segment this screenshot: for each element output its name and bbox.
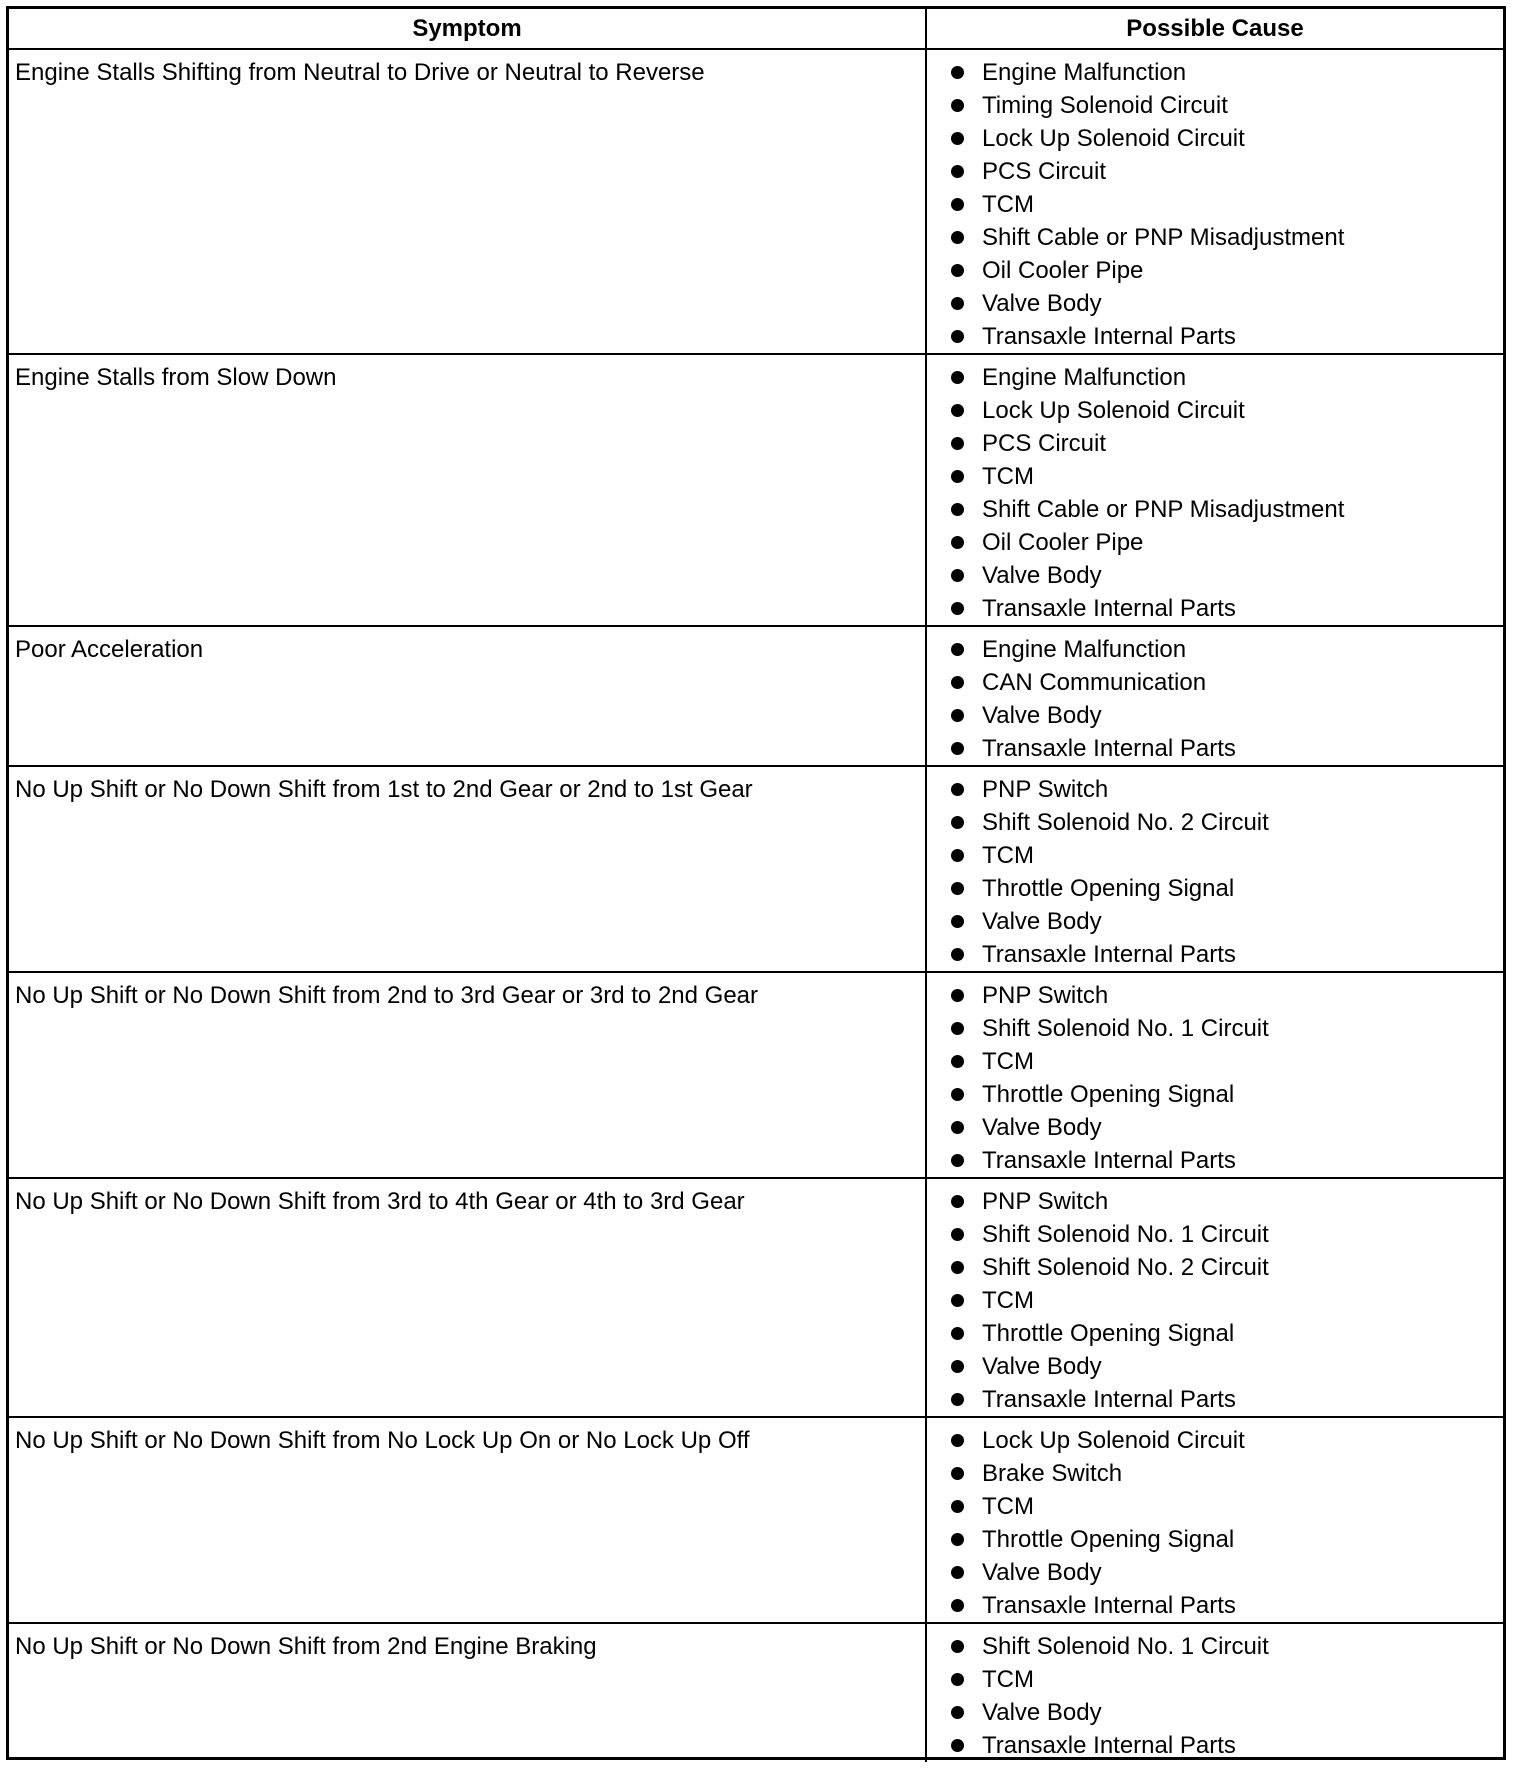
cause-list-item: [927, 1663, 1503, 1696]
cause-text: Throttle Opening Signal: [982, 1081, 1235, 1108]
cause-text: PNP Switch: [982, 776, 1109, 803]
bullet-icon: [951, 1327, 964, 1340]
cause-list-item: [927, 938, 1503, 971]
cause-list-item: [927, 1589, 1503, 1622]
diagnosis-table-container: [6, 6, 1506, 1760]
cause-text: Valve Body: [982, 562, 1102, 589]
cause-text: Shift Solenoid No. 2 Circuit: [982, 809, 1269, 836]
possible-cause-cell: [926, 354, 1503, 626]
bullet-icon: [951, 989, 964, 1002]
cause-text: Transaxle Internal Parts: [982, 1592, 1236, 1619]
cause-text: Valve Body: [982, 1353, 1102, 1380]
cause-list-item: [927, 633, 1503, 666]
symptom-header: Symptom: [9, 9, 926, 49]
cause-list-item: [927, 1045, 1503, 1078]
symptom-cell: Engine Stalls Shifting from Neutral to Drive or Neutral to Reverse: [9, 49, 926, 354]
cause-text: Lock Up Solenoid Circuit: [982, 1427, 1245, 1454]
cause-text: Engine Malfunction: [982, 59, 1187, 86]
table-row: [9, 354, 1503, 626]
cause-text: Shift Cable or PNP Misadjustment: [982, 224, 1345, 251]
bullet-icon: [951, 1640, 964, 1653]
bullet-icon: [951, 1706, 964, 1719]
cause-list-item: [927, 592, 1503, 625]
cause-text: Transaxle Internal Parts: [982, 1147, 1236, 1174]
bullet-icon: [951, 1467, 964, 1480]
cause-text: PCS Circuit: [982, 430, 1107, 457]
bullet-icon: [951, 643, 964, 656]
cause-text: Valve Body: [982, 1699, 1102, 1726]
cause-list-item: [927, 155, 1503, 188]
cause-list-item: [927, 394, 1503, 427]
cause-list-item: [927, 460, 1503, 493]
bullet-icon: [951, 882, 964, 895]
cause-list-item: [927, 1696, 1503, 1729]
bullet-icon: [951, 264, 964, 277]
bullet-icon: [951, 1228, 964, 1241]
bullet-icon: [951, 1566, 964, 1579]
table-row: [9, 626, 1503, 766]
cause-list-item: [927, 1317, 1503, 1350]
bullet-icon: [951, 198, 964, 211]
cause-text: Transaxle Internal Parts: [982, 1386, 1236, 1413]
bullet-icon: [951, 66, 964, 79]
bullet-icon: [951, 1599, 964, 1612]
cause-list-item: [927, 1111, 1503, 1144]
cause-list-item: [927, 1218, 1503, 1251]
cause-list-item: [927, 320, 1503, 353]
possible-cause-cell: [926, 972, 1503, 1178]
bullet-icon: [951, 915, 964, 928]
cause-list-item: [927, 122, 1503, 155]
cause-list-item: [927, 1144, 1503, 1177]
cause-list-item: [927, 1729, 1503, 1762]
cause-list-item: [927, 1424, 1503, 1457]
cause-text: Engine Malfunction: [982, 364, 1187, 391]
cause-list: [927, 361, 1503, 625]
cause-list-item: [927, 493, 1503, 526]
table-row: [9, 766, 1503, 972]
cause-text: Shift Solenoid No. 1 Circuit: [982, 1221, 1269, 1248]
header-row: [9, 9, 1503, 49]
cause-list: [927, 773, 1503, 971]
symptom-cell: No Up Shift or No Down Shift from 3rd to 4th Gear or 4th to 3rd Gear: [9, 1178, 926, 1417]
cause-text: Transaxle Internal Parts: [982, 323, 1236, 350]
bullet-icon: [951, 816, 964, 829]
cause-text: Valve Body: [982, 290, 1102, 317]
cause-list: [927, 1185, 1503, 1416]
cause-text: CAN Communication: [982, 669, 1207, 696]
cause-text: Throttle Opening Signal: [982, 1320, 1235, 1347]
cause-list-item: [927, 1457, 1503, 1490]
bullet-icon: [951, 231, 964, 244]
cause-text: TCM: [982, 191, 1034, 218]
cause-list-item: [927, 666, 1503, 699]
cause-text: Throttle Opening Signal: [982, 875, 1235, 902]
bullet-icon: [951, 602, 964, 615]
symptom-cell: No Up Shift or No Down Shift from 1st to 2nd Gear or 2nd to 1st Gear: [9, 766, 926, 972]
cause-text: PNP Switch: [982, 1188, 1109, 1215]
cause-text: Shift Solenoid No. 1 Circuit: [982, 1015, 1269, 1042]
bullet-icon: [951, 1739, 964, 1752]
cause-text: PNP Switch: [982, 982, 1109, 1009]
cause-list-item: [927, 1185, 1503, 1218]
bullet-icon: [951, 132, 964, 145]
possible-cause-cell: [926, 766, 1503, 972]
diagnosis-table: [9, 9, 1503, 1762]
bullet-icon: [951, 1088, 964, 1101]
symptom-cell: Poor Acceleration: [9, 626, 926, 766]
cause-list-item: [927, 1490, 1503, 1523]
possible-cause-cell: [926, 626, 1503, 766]
bullet-icon: [951, 948, 964, 961]
bullet-icon: [951, 1294, 964, 1307]
bullet-icon: [951, 1500, 964, 1513]
cause-text: Transaxle Internal Parts: [982, 1732, 1236, 1759]
bullet-icon: [951, 569, 964, 582]
cause-text: Transaxle Internal Parts: [982, 595, 1236, 622]
bullet-icon: [951, 1673, 964, 1686]
cause-list-item: [927, 287, 1503, 320]
cause-text: Oil Cooler Pipe: [982, 529, 1144, 556]
symptom-cell: No Up Shift or No Down Shift from 2nd to 3rd Gear or 3rd to 2nd Gear: [9, 972, 926, 1178]
cause-text: TCM: [982, 1287, 1034, 1314]
bullet-icon: [951, 742, 964, 755]
cause-list-item: [927, 254, 1503, 287]
cause-list-item: [927, 1630, 1503, 1663]
bullet-icon: [951, 297, 964, 310]
bullet-icon: [951, 165, 964, 178]
cause-text: Throttle Opening Signal: [982, 1526, 1235, 1553]
possible-cause-cell: [926, 1417, 1503, 1623]
cause-text: TCM: [982, 463, 1034, 490]
cause-text: Lock Up Solenoid Circuit: [982, 397, 1245, 424]
cause-list-item: [927, 427, 1503, 460]
cause-list-item: [927, 559, 1503, 592]
bullet-icon: [951, 1360, 964, 1373]
cause-text: TCM: [982, 1666, 1034, 1693]
bullet-icon: [951, 1195, 964, 1208]
cause-list-item: [927, 1284, 1503, 1317]
bullet-icon: [951, 709, 964, 722]
cause-text: Oil Cooler Pipe: [982, 257, 1144, 284]
cause-list-item: [927, 1383, 1503, 1416]
cause-list-item: [927, 979, 1503, 1012]
cause-list-item: [927, 732, 1503, 765]
cause-text: TCM: [982, 1048, 1034, 1075]
cause-list-item: [927, 699, 1503, 732]
bullet-icon: [951, 536, 964, 549]
cause-text: Transaxle Internal Parts: [982, 735, 1236, 762]
possible-cause-cell: [926, 49, 1503, 354]
cause-text: Shift Cable or PNP Misadjustment: [982, 496, 1345, 523]
cause-list-item: [927, 1078, 1503, 1111]
bullet-icon: [951, 783, 964, 796]
cause-list: [927, 1630, 1503, 1762]
bullet-icon: [951, 1055, 964, 1068]
cause-list-item: [927, 89, 1503, 122]
cause-text: Timing Solenoid Circuit: [982, 92, 1228, 119]
bullet-icon: [951, 1261, 964, 1274]
cause-text: Shift Solenoid No. 2 Circuit: [982, 1254, 1269, 1281]
bullet-icon: [951, 330, 964, 343]
table-body: [9, 49, 1503, 1762]
possible-cause-cell: [926, 1178, 1503, 1417]
symptom-cell: No Up Shift or No Down Shift from 2nd Engine Braking: [9, 1623, 926, 1762]
bullet-icon: [951, 676, 964, 689]
table-row: [9, 972, 1503, 1178]
cause-list: [927, 979, 1503, 1177]
cause-list-item: [927, 188, 1503, 221]
cause-text: Valve Body: [982, 702, 1102, 729]
cause-list-item: [927, 1523, 1503, 1556]
cause-text: Shift Solenoid No. 1 Circuit: [982, 1633, 1269, 1660]
cause-list-item: [927, 1012, 1503, 1045]
bullet-icon: [951, 99, 964, 112]
cause-text: Brake Switch: [982, 1460, 1123, 1487]
cause-text: Valve Body: [982, 908, 1102, 935]
possible-cause-cell: [926, 1623, 1503, 1762]
bullet-icon: [951, 503, 964, 516]
bullet-icon: [951, 1154, 964, 1167]
cause-list-item: [927, 221, 1503, 254]
bullet-icon: [951, 404, 964, 417]
cause-text: Valve Body: [982, 1114, 1102, 1141]
cause-list-item: [927, 1350, 1503, 1383]
bullet-icon: [951, 1434, 964, 1447]
cause-list-item: [927, 806, 1503, 839]
bullet-icon: [951, 371, 964, 384]
cause-text: TCM: [982, 1493, 1034, 1520]
cause-list-item: [927, 773, 1503, 806]
cause-list: [927, 1424, 1503, 1622]
table-row: [9, 1178, 1503, 1417]
table-row: [9, 49, 1503, 354]
cause-text: TCM: [982, 842, 1034, 869]
cause-list-item: [927, 1251, 1503, 1284]
cause-list-item: [927, 872, 1503, 905]
cause-text: PCS Circuit: [982, 158, 1107, 185]
cause-text: Lock Up Solenoid Circuit: [982, 125, 1245, 152]
bullet-icon: [951, 849, 964, 862]
possible-cause-header: Possible Cause: [926, 9, 1503, 49]
bullet-icon: [951, 1533, 964, 1546]
cause-list-item: [927, 56, 1503, 89]
cause-list-item: [927, 526, 1503, 559]
bullet-icon: [951, 437, 964, 450]
table-row: [9, 1417, 1503, 1623]
cause-list-item: [927, 839, 1503, 872]
cause-list-item: [927, 905, 1503, 938]
cause-text: Transaxle Internal Parts: [982, 941, 1236, 968]
cause-text: Engine Malfunction: [982, 636, 1187, 663]
cause-list-item: [927, 361, 1503, 394]
symptom-cell: No Up Shift or No Down Shift from No Lock Up On or No Lock Up Off: [9, 1417, 926, 1623]
symptom-cell: Engine Stalls from Slow Down: [9, 354, 926, 626]
cause-list: [927, 56, 1503, 353]
bullet-icon: [951, 1121, 964, 1134]
bullet-icon: [951, 1022, 964, 1035]
cause-list: [927, 633, 1503, 765]
bullet-icon: [951, 470, 964, 483]
table-row: [9, 1623, 1503, 1762]
cause-text: Valve Body: [982, 1559, 1102, 1586]
bullet-icon: [951, 1393, 964, 1406]
cause-list-item: [927, 1556, 1503, 1589]
